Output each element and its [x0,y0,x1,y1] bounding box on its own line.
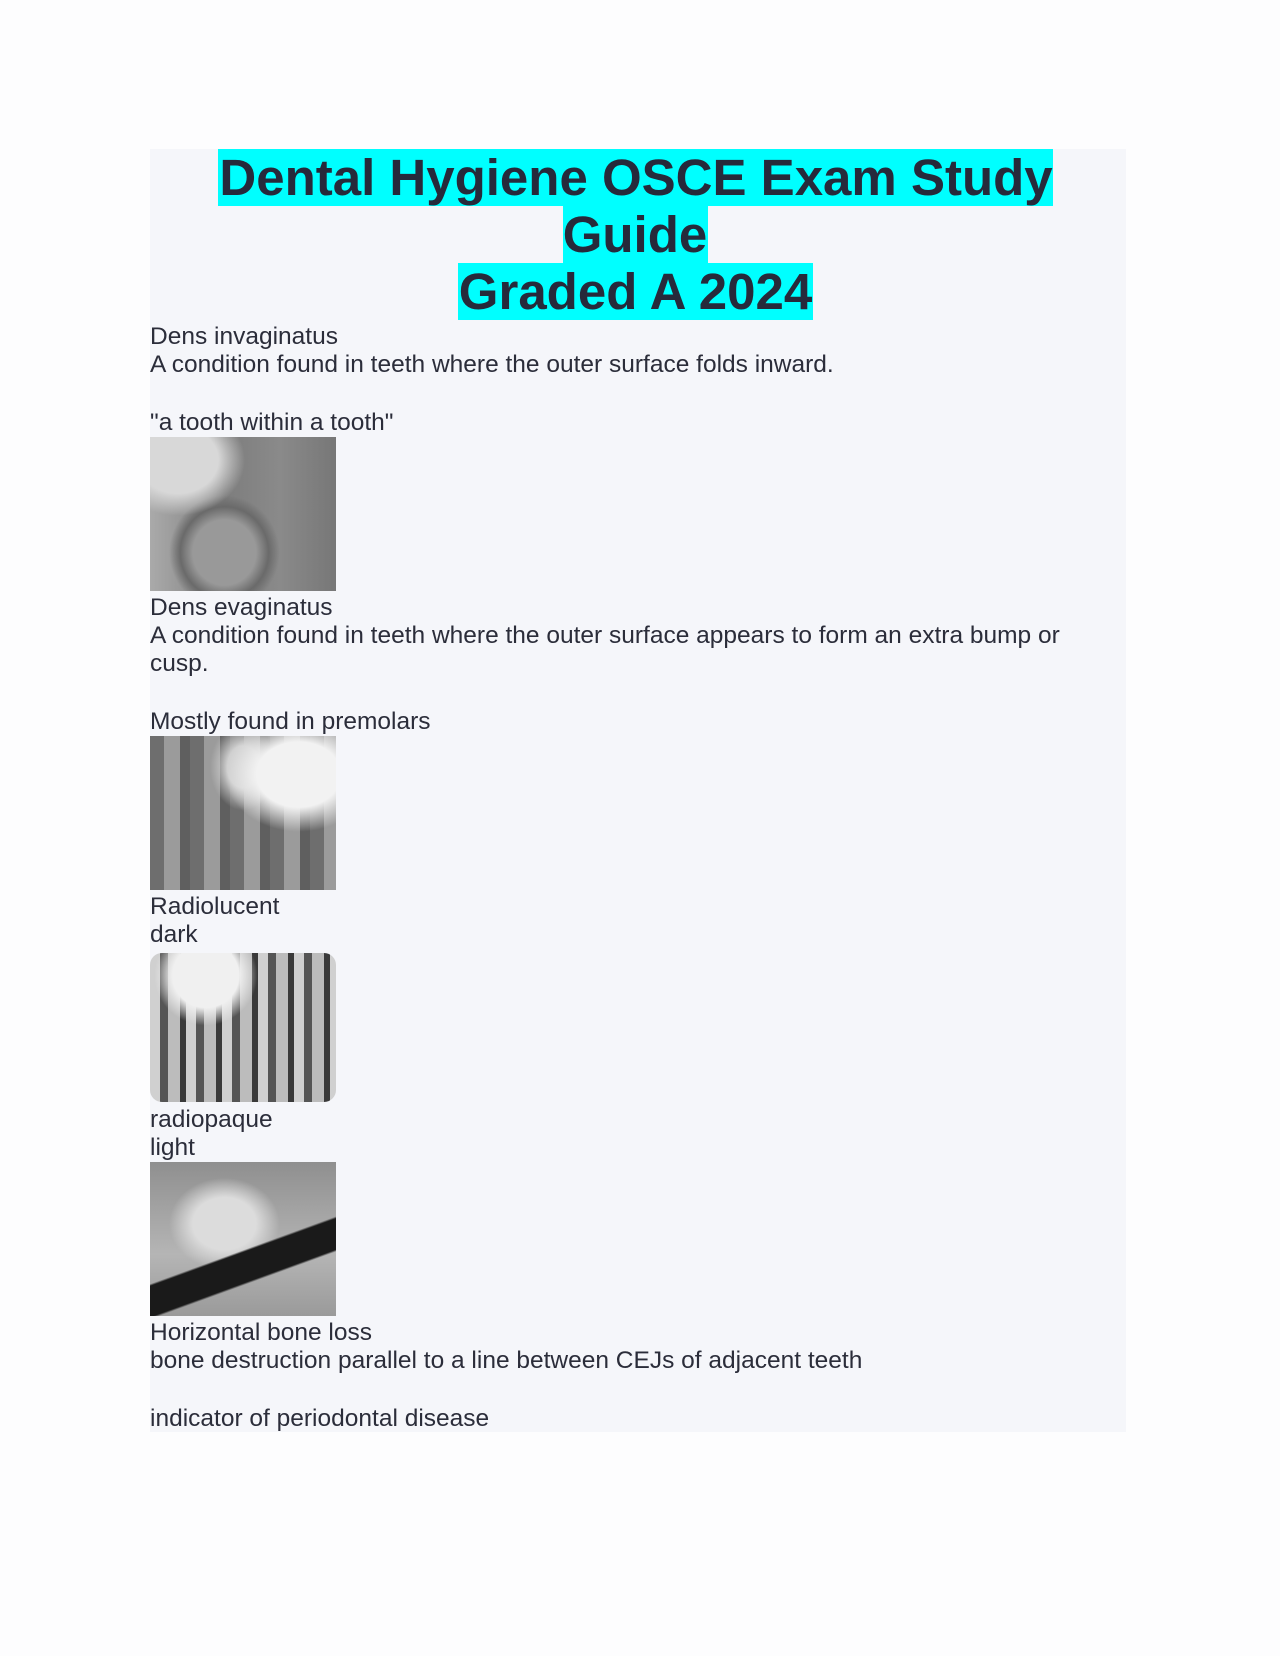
radiolucent-radiograph [150,953,336,1102]
title-line-1: Dental Hygiene OSCE Exam Study Guide [219,149,1053,263]
dens-evaginatus-radiograph [150,736,336,890]
dens-invaginatus-radiograph [150,437,336,591]
term: Horizontal bone loss [150,1319,372,1346]
definition: A condition found in teeth where the outer surface folds inward. [150,351,834,378]
definition: bone destruction parallel to a line between CEJs of adjacent teeth [150,1347,863,1374]
definition: cusp. [150,650,209,677]
term: Dens invaginatus [150,323,338,350]
page-title [150,149,1121,320]
definition: dark [150,921,198,948]
definition: "a tooth within a tooth" [150,409,394,436]
radiopaque-radiograph [150,1162,336,1316]
definition: light [150,1134,195,1161]
definition: Mostly found in premolars [150,708,431,735]
term: Dens evaginatus [150,594,333,621]
definition: indicator of periodontal disease [150,1405,490,1432]
term: Radiolucent [150,893,280,920]
title-line-2: Graded A 2024 [458,263,813,320]
term: radiopaque [150,1106,273,1133]
definition: A condition found in teeth where the outer surface appears to form an extra bump or [150,622,1060,649]
